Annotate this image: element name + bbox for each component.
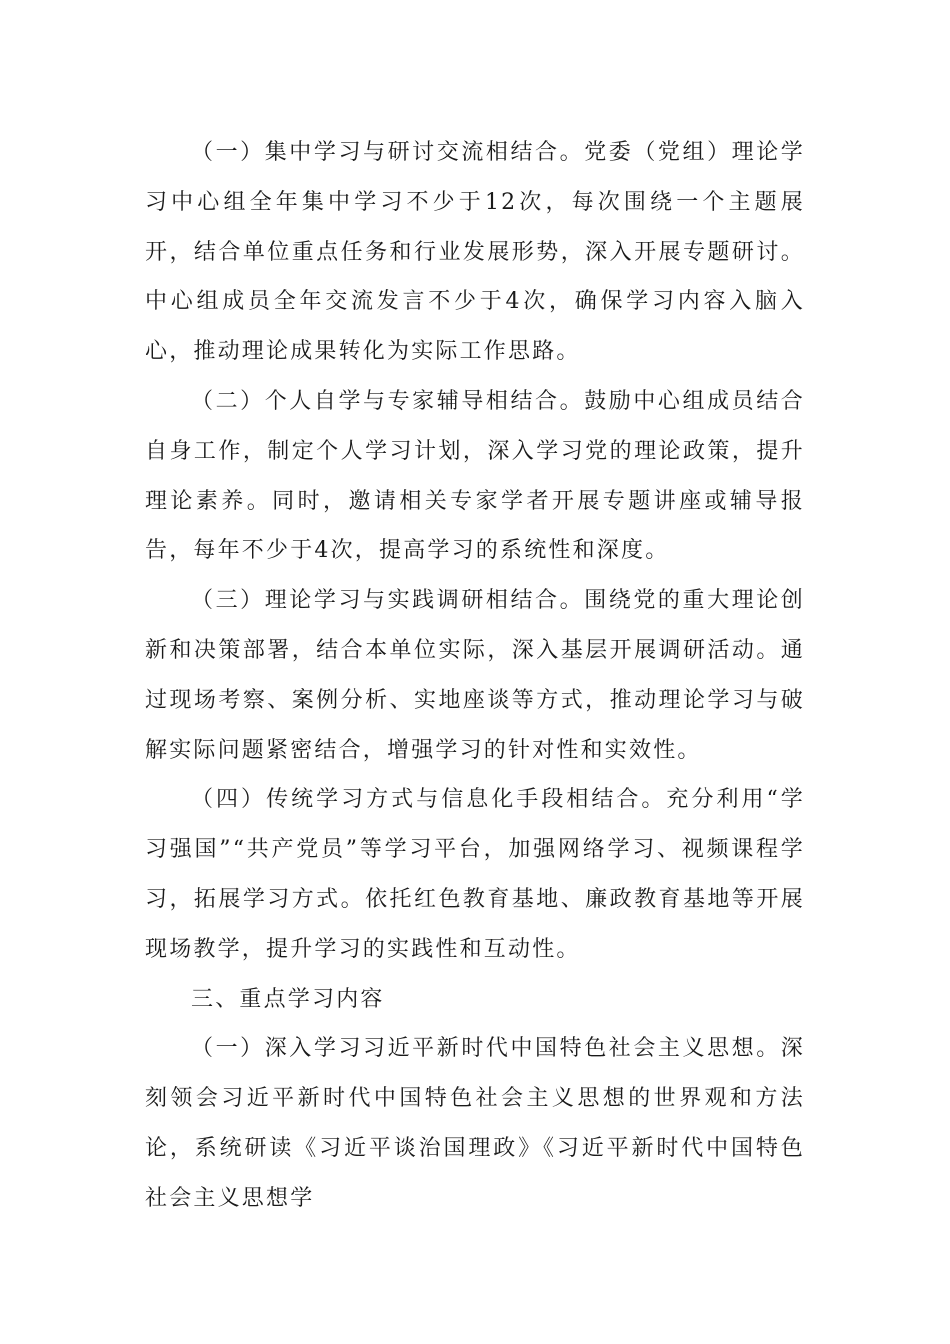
paragraph-traditional-digital: （四）传统学习方式与信息化手段相结合。充分利用“学习强国”“共产党员”等学习平台，加强网络学习、视频课程学习，拓展学习方式。依托红色教育基地、廉政教育基地等开展现场教学，提升学习的实践性和互动性。 bbox=[145, 787, 805, 962]
paragraph-key-content-1: （一）深入学习习近平新时代中国特色社会主义思想。深刻领会习近平新时代中国特色社会主义思想的世界观和方法论，系统研读《习近平谈治国理政》《习近平新时代中国特色社会主义思想学 bbox=[145, 1036, 805, 1211]
paragraph-practice-research: （三）理论学习与实践调研相结合。围绕党的重大理论创新和决策部署，结合本单位实际，深入基层开展调研活动。通过现场考察、案例分析、实地座谈等方式，推动理论学习与破解实际问题紧密结合，增强学习的针对性和实效性。 bbox=[145, 588, 805, 763]
section-heading: 三、重点学习内容 bbox=[191, 986, 385, 1012]
paragraph-self-study: （二）个人自学与专家辅导相结合。鼓励中心组成员结合自身工作，制定个人学习计划，深入学习党的理论政策，提升理论素养。同时，邀请相关专家学者开展专题讲座或辅导报告，每年不少于4次，提高学习的系统性和深度。 bbox=[145, 388, 805, 564]
paragraph-combined-study: （一）集中学习与研讨交流相结合。党委（党组）理论学习中心组全年集中学习不少于12次，每次围绕一个主题展开，结合单位重点任务和行业发展形势，深入开展专题研讨。中心组成员全年交流发言不少于4次，确保学习内容入脑入心，推动理论成果转化为实际工作思路。 bbox=[145, 140, 805, 365]
document-body bbox=[145, 128, 805, 1224]
